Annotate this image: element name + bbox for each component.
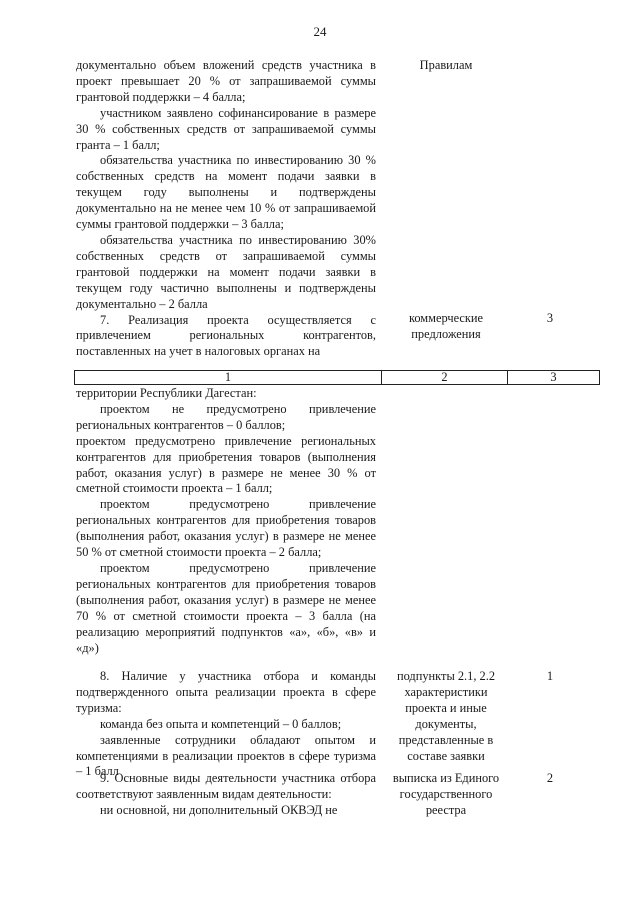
paragraph: команда без опыта и компетенций – 0 баллов; <box>100 716 342 731</box>
item-7-heading: 7. Реализация проекта осуществляется с привлечением региональных контрагентов, поставленных на учет в налоговых органах на <box>76 312 376 359</box>
item-8-weight: 1 <box>546 669 554 683</box>
item-7-weight: 3 <box>546 311 554 325</box>
paragraph: ни основной, ни дополнительный ОКВЭД не <box>100 802 338 817</box>
paragraph: 8. Наличие у участника отбора и команды подтвержденного опыта реализации проекта в сфере туризма: <box>76 669 376 715</box>
top-criteria-text <box>76 58 376 360</box>
item-7-continuation <box>76 386 376 656</box>
paragraph: обязательства участника по инвестированию 30 % собственных средств на момент подачи заявки в текущем году выполнены и подтверждены документально на не менее чем 10 % от запрашиваемой суммы грантовой поддержки – 3 балла; <box>76 153 376 232</box>
item-9-weight: 2 <box>546 771 554 785</box>
header-cell-1: 1 <box>224 370 232 384</box>
item-8-source: подпункты 2.1, 2.2 характеристики проекта и иные документы, представленные в составе заявки <box>396 669 496 763</box>
item-7-source: коммерческие предложения <box>408 311 484 341</box>
paragraph: обязательства участника по инвестированию 30% собственных средств от запрашиваемой суммы грантовой поддержки на момент подачи заявки в текущем году частично выполнены и подтверждены документально – 2 балла <box>76 232 376 311</box>
paragraph: проектом предусмотрено привлечение региональных контрагентов для приобретения товаров (выполнения работ, оказания услуг) в размере не менее 30 % от сметной стоимости проекта – 1 балл; <box>76 433 376 496</box>
paragraph: проектом предусмотрено привлечение региональных контрагентов для приобретения товаров (выполнения работ, оказания услуг) в размере не менее 50 % от сметной стоимости проекта – 2 балла; <box>76 497 376 560</box>
page-number: 24 <box>313 24 327 39</box>
table-header-row <box>74 370 600 385</box>
item-9-source: выписка из Единого государственного реестра <box>392 771 500 817</box>
item-8-text <box>76 669 376 780</box>
paragraph: проектом предусмотрено привлечение региональных контрагентов для приобретения товаров (выполнения работ, оказания услуг) в размере не менее 70 % от сметной стоимости проекта – 3 балла (на реализацию мероприятий подпунктов «а», «б», «в» и «д») <box>76 560 376 655</box>
pravilam-label: Правилам <box>419 58 473 72</box>
item-9-text <box>76 771 376 819</box>
header-cell-3: 3 <box>550 370 557 384</box>
header-cell-2: 2 <box>441 370 448 384</box>
paragraph: документально объем вложений средств участника в проект превышает 20 % от запрашиваемой суммы грантовой поддержки – 4 балла; <box>76 58 376 104</box>
paragraph: заявленные сотрудники обладают опытом и компетенциями в реализации проектов в сфере туризма – 1 балл <box>76 732 376 779</box>
paragraph: участником заявлено софинансирование в размере 30 % собственных средств от запрашиваемой суммы гранта – 1 балл; <box>76 105 376 152</box>
paragraph: проектом не предусмотрено привлечение региональных контрагентов – 0 баллов; <box>76 401 376 432</box>
paragraph: 9. Основные виды деятельности участника отбора соответствуют заявленным видам деятельности: <box>76 771 376 801</box>
paragraph: территории Республики Дагестан: <box>76 386 257 400</box>
